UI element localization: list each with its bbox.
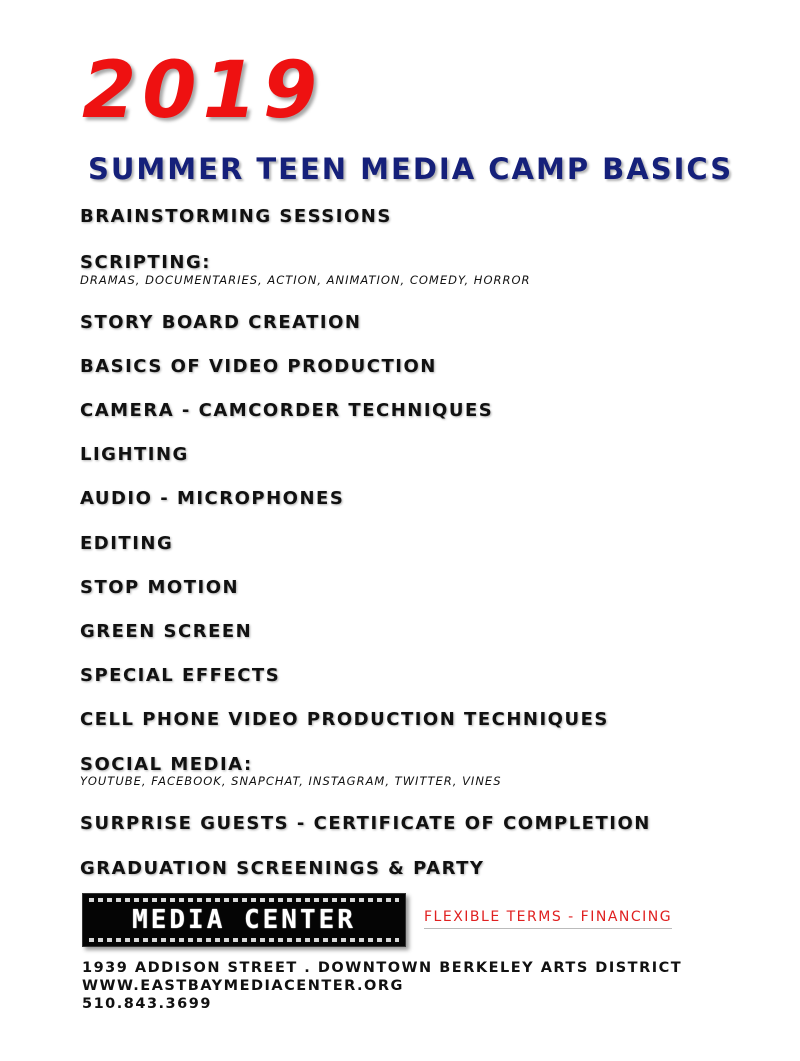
topic-graduation: GRADUATION SCREENINGS & PARTY	[80, 858, 485, 879]
topic-video-production: BASICS OF VIDEO PRODUCTION	[80, 356, 437, 377]
topic-story-board: STORY BOARD CREATION	[80, 312, 362, 333]
topic-editing: EDITING	[80, 533, 174, 554]
topic-camera: CAMERA - CAMCORDER TECHNIQUES	[80, 400, 494, 421]
topic-surprise-guests: SURPRISE GUESTS - CERTIFICATE OF COMPLETION	[80, 813, 651, 834]
film-sprockets-top	[89, 898, 399, 902]
camp-headline: SUMMER TEEN MEDIA CAMP BASICS	[88, 152, 734, 186]
social-media-platforms: YOUTUBE, FACEBOOK, SNAPCHAT, INSTAGRAM, TWITTER, VINES	[80, 774, 502, 788]
film-sprockets-bottom	[89, 938, 399, 942]
topic-brainstorming: BRAINSTORMING SESSIONS	[80, 206, 392, 227]
scripting-genres: DRAMAS, DOCUMENTARIES, ACTION, ANIMATION, COMEDY, HORROR	[80, 273, 531, 287]
topic-special-effects: SPECIAL EFFECTS	[80, 665, 281, 686]
topic-cell-phone: CELL PHONE VIDEO PRODUCTION TECHNIQUES	[80, 709, 609, 730]
financing-offer: FLEXIBLE TERMS - FINANCING	[424, 909, 672, 929]
topic-green-screen: GREEN SCREEN	[80, 621, 253, 642]
contact-address: 1939 ADDISON STREET . DOWNTOWN BERKELEY ARTS DISTRICT	[82, 960, 683, 976]
logo-text: MEDIA CENTER	[132, 905, 356, 935]
media-center-logo	[82, 893, 406, 947]
contact-website: WWW.EASTBAYMEDIACENTER.ORG	[82, 978, 404, 994]
topic-stop-motion: STOP MOTION	[80, 577, 240, 598]
topic-lighting: LIGHTING	[80, 444, 189, 465]
topic-audio: AUDIO - MICROPHONES	[80, 488, 345, 509]
topic-social-media: SOCIAL MEDIA:	[80, 754, 253, 775]
contact-phone: 510.843.3699	[82, 996, 212, 1012]
topic-scripting: SCRIPTING:	[80, 252, 211, 273]
year-title: 2019	[82, 46, 324, 136]
